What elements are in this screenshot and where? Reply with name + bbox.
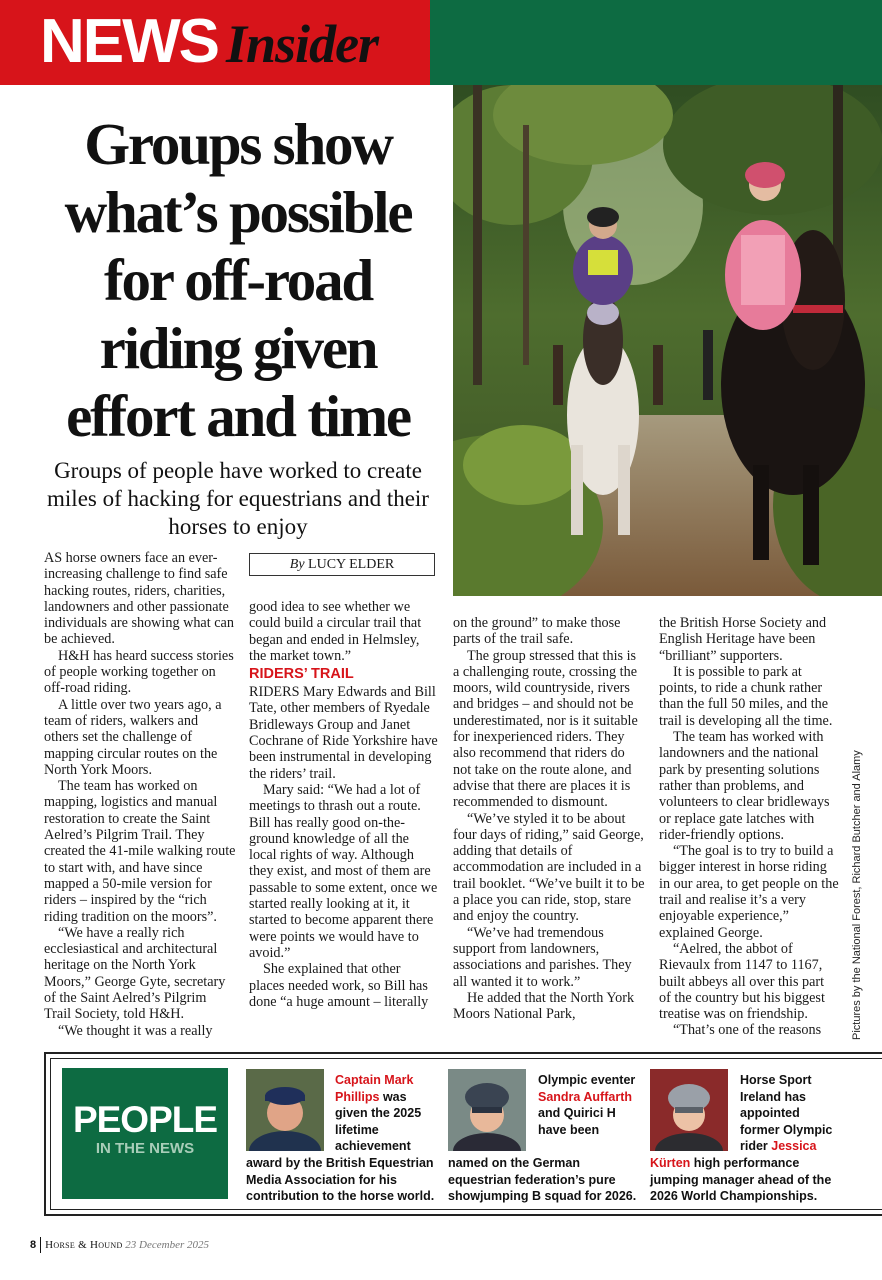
- page-number: 8: [30, 1239, 37, 1251]
- paragraph: the British Horse Society and English Heritage have been “brilliant” supporters.: [659, 615, 827, 664]
- person-1-text-a: was given the 2025 lifetime achievement: [335, 1089, 422, 1153]
- person-3-name-b: Kürten: [650, 1156, 691, 1170]
- byline-author: LUCY ELDER: [308, 557, 395, 572]
- paragraph: AS horse owners face an ever-increasing challenge to find safe hacking routes, riders, charities, landowners and other passionate individuals are showing what can be achieved.: [44, 550, 234, 648]
- masthead-green-band: [430, 0, 882, 85]
- paragraph: on the ground” to make those parts of the trail safe.: [453, 615, 621, 648]
- paragraph: A little over two years ago, a team of riders, walkers and others set the challenge of mapping circular routes on the North York Moors.: [44, 696, 222, 778]
- person-3-name-a: Jessica: [771, 1139, 817, 1153]
- person-2-name: Sandra Auffarth: [538, 1089, 632, 1104]
- paragraph: The team has worked with landowners and the national park by presenting solutions rather than problems, and volunteers to clear bridleways or replace gate latches with rider-friendly options.: [659, 729, 830, 843]
- person-2-text-b: named on the German equestrian federation’s pure showjumping B squad for 2026.: [448, 1156, 637, 1203]
- paragraph: “We have a really rich ecclesiastical and architectural heritage on the North York Moors,” George Gyte, secretary of the Saint Aelred’s Pilgrim Trail Society, told H&H.: [44, 924, 226, 1023]
- paragraph: He added that the North York Moors National Park,: [453, 989, 635, 1023]
- byline-by: By: [289, 557, 305, 572]
- photo-credit: Pictures by the National Forest, Richard Butcher and Alamy: [851, 750, 863, 1040]
- article-column-1: [44, 550, 236, 1039]
- article-column-4: [659, 615, 839, 1039]
- paragraph: Mary said: “We had a lot of meetings to thrash out a route. Bill has really good on-the-ground knowledge of all the local rights of way. Although they exist, and most of them are passable to some extent, once we started really looking at it, it started to become apparent there were points we would have to avoid.”: [249, 781, 438, 961]
- person-1-name: Captain Mark Phillips: [335, 1073, 414, 1104]
- person-2-pre: Olympic eventer: [538, 1073, 636, 1087]
- portrait-mark-phillips: [246, 1069, 324, 1151]
- headline: Groups show what’s possible for off-road riding given effort and time: [64, 111, 412, 449]
- paragraph: It is possible to park at points, to ride a chunk rather than the full 50 miles, and the trail is developing all the time.: [659, 663, 833, 729]
- portrait-jessica-kurten: [650, 1069, 728, 1151]
- footer-divider: [40, 1237, 41, 1253]
- paragraph: “That’s one of the reasons: [673, 1022, 822, 1039]
- article-column-3: [453, 615, 645, 1022]
- paragraph: “The goal is to try to build a bigger interest in horse riding in our area, to get people on the trail and realise it’s a very enjoyable experience,” explained George.: [659, 843, 839, 941]
- person-2-top: [538, 1072, 638, 1138]
- person-3-top: [740, 1072, 835, 1155]
- paragraph: “We’ve had tremendous support from landowners, associations and parishes. They all wanted it to work.”: [453, 924, 632, 990]
- person-3-bottom: [650, 1155, 840, 1205]
- paragraph: H&H has heard success stories of people working together on off-road riding.: [44, 647, 234, 697]
- paragraph: She explained that other places needed work, so Bill has done “a huge amount – literally: [249, 961, 429, 1010]
- paragraph: The team has worked on mapping, logistics and manual restoration to create the Saint Aelred’s Pilgrim Trail. They created the 41-mile walking route to start with, and have since mapped a 50-mile version for riders – inspired by the “rich riding tradition on the moors”.: [44, 778, 236, 925]
- magazine-name: Horse & Hound: [45, 1239, 123, 1251]
- person-3-pre: Horse Sport Ireland has appointed former Olympic rider: [740, 1073, 833, 1153]
- person-1-top: [335, 1072, 425, 1155]
- masthead-news: NEWS: [40, 7, 218, 76]
- issue-date: 23 December 2025: [125, 1239, 209, 1251]
- paragraph: “Aelred, the abbot of Rievaulx from 1147 to 1167, built abbeys all over this part of the country but his biggest treatise was on friendship.: [659, 940, 825, 1023]
- people-title: PEOPLE: [72, 1099, 218, 1140]
- person-3-text-b: high performance jumping manager ahead of the 2026 World Championships.: [650, 1156, 832, 1203]
- subhead: RIDERS’ TRAIL: [249, 666, 354, 683]
- masthead-insider: Insider: [226, 14, 379, 74]
- person-1-text-b: award by the British Equestrian Media Association for his contribution to the horse world.: [246, 1156, 435, 1203]
- page-footer: [30, 1237, 209, 1253]
- byline: [249, 553, 435, 576]
- paragraph: “We’ve styled it to be about four days of riding,” said George, adding that details of accommodation are included in a trail booklet. “We’ve built it to be a place you can ride, stop, stare and enjoy the country.: [453, 810, 645, 925]
- people-subtitle: IN THE NEWS: [95, 1140, 195, 1157]
- portrait-sandra-auffarth: [448, 1069, 526, 1151]
- paragraph: good idea to see whether we could build a circular trail that began and ended in Helmsley, the market town.”: [249, 599, 422, 664]
- article-column-2: [249, 599, 439, 1010]
- paragraph: The group stressed that this is a challenging route, crossing the moors, wild countryside, rivers and bridges – and should not be underestimated, nor is it suitable for inexperienced riders. They also recommend that riders do not take on the route alone, and advise that there are places it is recommended to dismount.: [453, 647, 638, 811]
- standfirst: Groups of people have worked to create miles of hacking for equestrians and their horses to enjoy: [47, 458, 429, 539]
- people-badge: [62, 1068, 228, 1199]
- paragraph: RIDERS Mary Edwards and Bill Tate, other members of Ryedale Bridleways Group and Janet Cochrane of Ride Yorkshire have been instrumental in developing the riders’ trail.: [249, 684, 438, 782]
- paragraph: “We thought it was a really: [58, 1022, 213, 1039]
- person-2-text-a: and Quirici H have been: [538, 1106, 616, 1137]
- lead-photo: [453, 85, 882, 596]
